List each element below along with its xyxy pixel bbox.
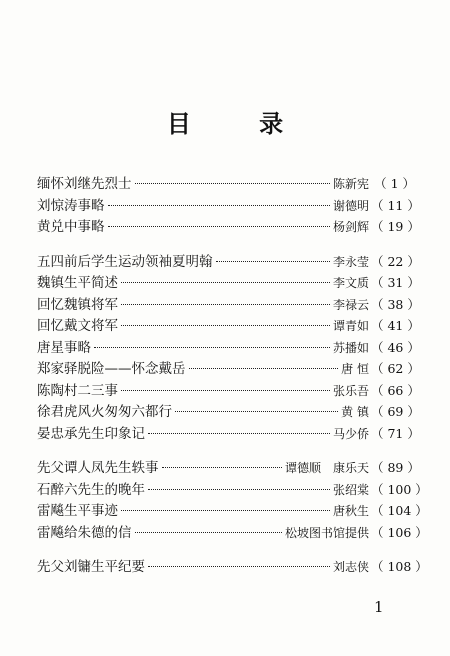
- entry-title: 刘惊涛事略: [37, 197, 105, 214]
- toc-group-1: [37, 172, 420, 237]
- entry-author: 谭青如: [332, 319, 369, 333]
- entry-author: 马少侨: [332, 426, 369, 441]
- dot-leader: [94, 347, 330, 348]
- dot-leader: [121, 390, 330, 391]
- entry-author: 黄 镇: [341, 405, 369, 419]
- dot-leader: [135, 183, 330, 184]
- dot-leader: [108, 205, 330, 206]
- toc-entry[interactable]: [37, 336, 420, 358]
- toc-entry[interactable]: [37, 215, 420, 237]
- entry-title: 魏镇生平简述: [37, 275, 118, 291]
- entry-page: （ 108 ）: [371, 559, 428, 574]
- toc-entry[interactable]: [37, 314, 420, 336]
- dot-leader: [162, 467, 282, 468]
- toc-entry[interactable]: [37, 172, 415, 194]
- toc-entry[interactable]: [37, 293, 420, 315]
- entry-page: （ 11 ）: [371, 197, 420, 213]
- dot-leader: [148, 566, 330, 567]
- entry-title: 缅怀刘继先烈士: [37, 176, 132, 192]
- entry-author: 张绍棠: [332, 482, 369, 497]
- entry-author: 李文质: [332, 276, 369, 290]
- entry-page: （ 100 ）: [371, 481, 428, 497]
- entry-author: 松坡图书馆提供: [284, 525, 369, 540]
- dot-leader: [121, 325, 330, 326]
- toc-entry[interactable]: [37, 555, 428, 577]
- entry-title: 徐君虎风火匆匆六都行: [37, 404, 172, 420]
- entry-author: 杨剑辉: [332, 220, 369, 234]
- dot-leader: [216, 261, 330, 262]
- entry-page: （ 71 ）: [371, 425, 420, 441]
- dot-leader: [148, 433, 330, 434]
- entry-page: （ 89 ）: [371, 460, 420, 475]
- dot-leader: [135, 532, 282, 533]
- toc-entry[interactable]: [37, 499, 428, 521]
- page-number: 1: [374, 598, 384, 616]
- entry-title: 石醉六先生的晚年: [37, 481, 145, 498]
- entry-author: 苏播如: [332, 340, 369, 355]
- entry-page: （ 104 ）: [371, 503, 428, 518]
- entry-page: （ 22 ）: [371, 253, 420, 269]
- entry-author: 张乐吾: [332, 383, 369, 398]
- entry-title: 唐星事略: [37, 339, 91, 356]
- toc-entry[interactable]: [37, 456, 420, 478]
- dot-leader: [148, 489, 330, 490]
- entry-title: 郑家驿脱险——怀念戴岳: [37, 361, 186, 377]
- entry-title: 雷飚生平事迹: [37, 503, 118, 519]
- entry-title: 先父谭人凤先生轶事: [37, 460, 159, 476]
- toc-group-4: [37, 555, 428, 577]
- entry-page: （ 106 ）: [371, 524, 428, 540]
- dot-leader: [108, 226, 330, 227]
- entry-author: 陈新宪: [332, 177, 369, 191]
- toc-group-3: [37, 456, 428, 542]
- dot-leader: [189, 368, 339, 369]
- entry-page: （ 31 ）: [371, 275, 420, 290]
- dot-leader: [175, 411, 338, 412]
- entry-author: 刘志侠: [332, 560, 369, 574]
- toc-entry[interactable]: [37, 357, 420, 379]
- entry-page: （ 38 ）: [371, 296, 420, 312]
- toc-group-2: [37, 250, 420, 444]
- entry-title: 先父刘镛生平纪要: [37, 559, 145, 575]
- page-title: 目 录: [166, 109, 314, 138]
- entry-title: 黄兑中事略: [37, 219, 105, 235]
- entry-author: 谭德顺 康乐天: [284, 461, 369, 475]
- toc-entry[interactable]: [37, 478, 428, 500]
- entry-title: 回忆魏镇将军: [37, 296, 118, 313]
- entry-page: （ 46 ）: [371, 339, 420, 355]
- dot-leader: [121, 304, 330, 305]
- entry-page: （ 1 ）: [374, 176, 415, 191]
- table-of-contents: [37, 172, 428, 590]
- toc-entry[interactable]: [37, 400, 420, 422]
- entry-title: 五四前后学生运动领袖夏明翰: [37, 253, 213, 270]
- toc-entry[interactable]: [37, 271, 420, 293]
- entry-author: 李禄云: [332, 297, 369, 312]
- dot-leader: [121, 282, 330, 283]
- dot-leader: [121, 510, 330, 511]
- entry-page: （ 62 ）: [371, 361, 420, 376]
- entry-page: （ 19 ）: [371, 219, 420, 234]
- entry-title: 回忆戴文将军: [37, 318, 118, 334]
- entry-author: 唐秋生: [332, 504, 369, 518]
- entry-author: 唐 恒: [341, 362, 369, 376]
- entry-page: （ 69 ）: [371, 404, 420, 419]
- toc-entry[interactable]: [37, 422, 420, 444]
- entry-author: 李永莹: [332, 254, 369, 269]
- entry-title: 陈陶村二三事: [37, 382, 118, 399]
- entry-author: 谢德明: [332, 198, 369, 213]
- entry-page: （ 41 ）: [371, 318, 420, 333]
- toc-entry[interactable]: [37, 379, 420, 401]
- toc-entry[interactable]: [37, 521, 428, 543]
- entry-title: 雷飚给朱德的信: [37, 524, 132, 541]
- entry-page: （ 66 ）: [371, 382, 420, 398]
- entry-title: 晏忠承先生印象记: [37, 425, 145, 442]
- toc-entry[interactable]: [37, 250, 420, 272]
- toc-entry[interactable]: [37, 194, 420, 216]
